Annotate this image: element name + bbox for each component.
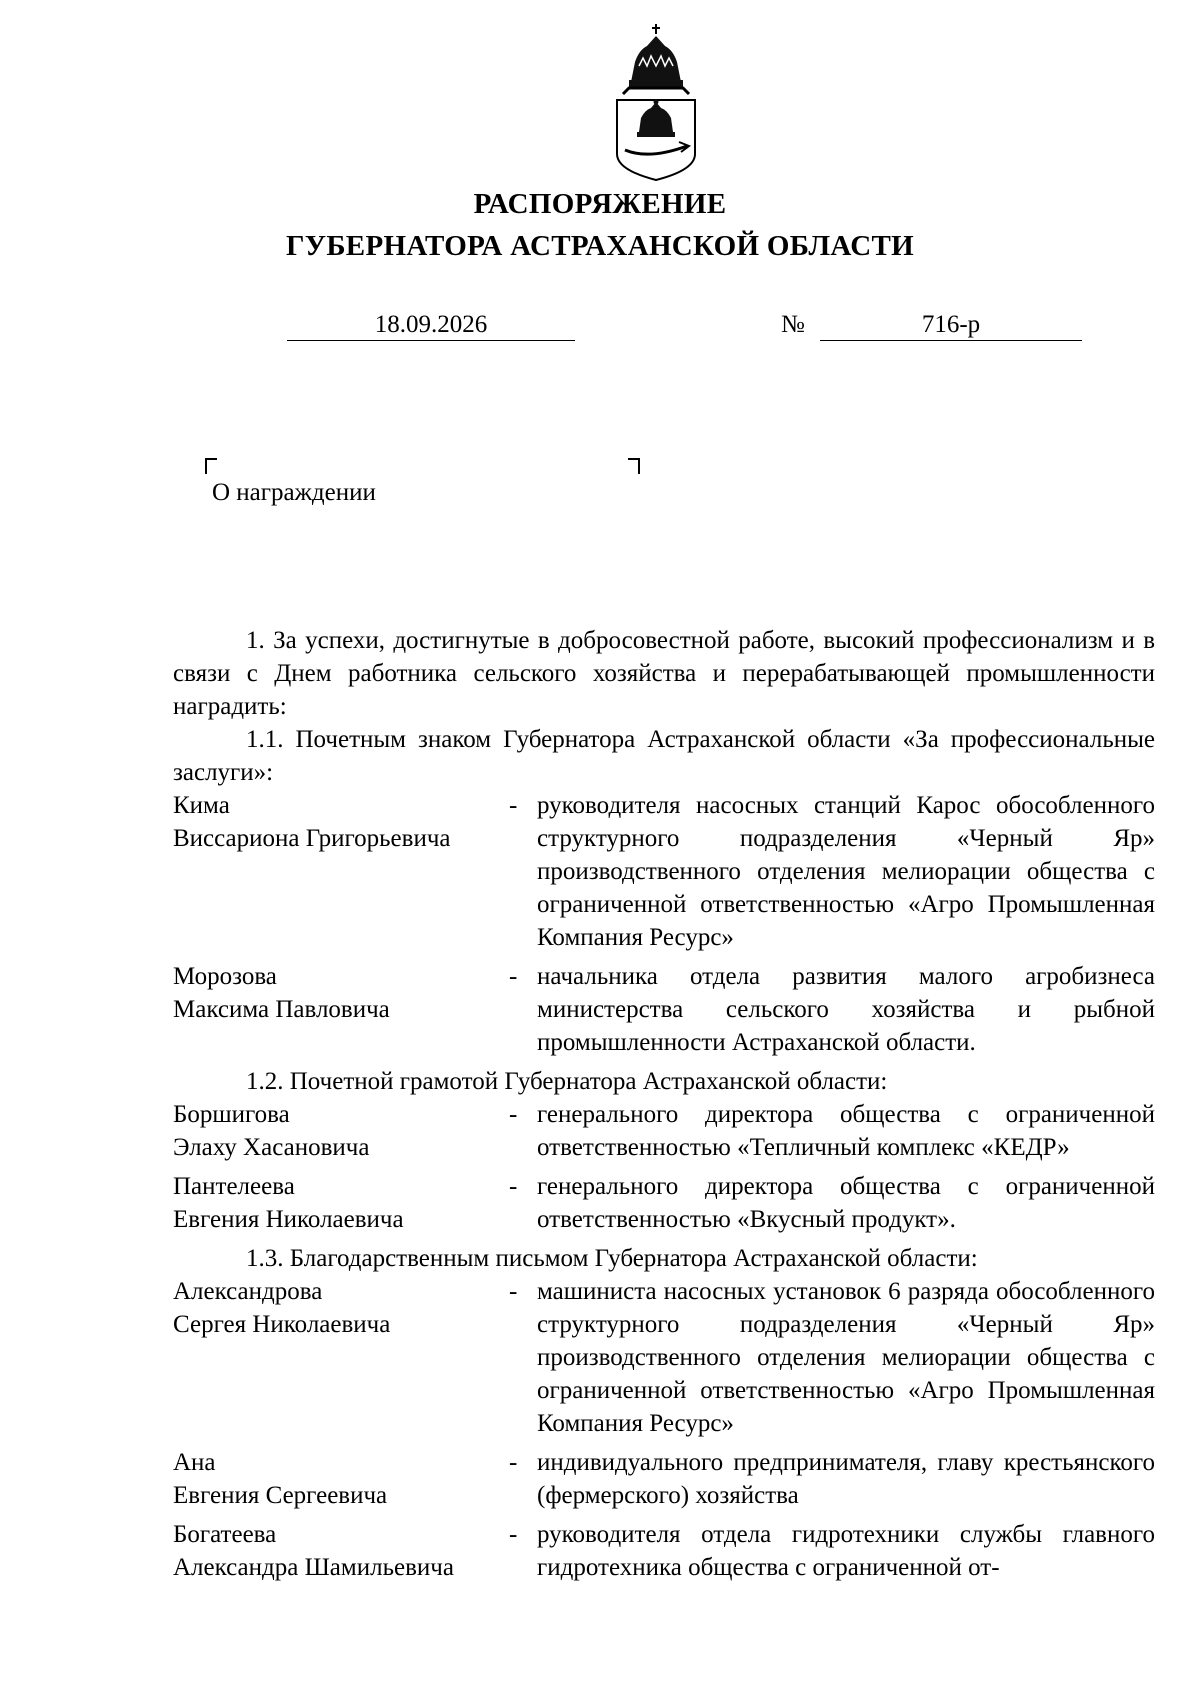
person-last-name: Морозова — [173, 963, 277, 990]
person-name — [173, 1098, 509, 1164]
intro-paragraph: 1. За успехи, достигнутые в добросовестной работе, высокий профессионализм и в связи с Днем работника сельского хозяйства и перерабатывающей промышленности наградить: — [173, 627, 1155, 720]
person-position: машиниста насосных установок 6 разряда обособленного структурного подразделения «Черный Яр» производственного отделения мелиорации общества с ограниченной ответственностью «Агро Промышленная Компания Ресурс» — [537, 1278, 1155, 1437]
award-entry — [173, 789, 1155, 954]
person-last-name: Богатеева — [173, 1521, 277, 1548]
award-entry — [173, 960, 1155, 1059]
person-first-name: Максима Павловича — [173, 996, 390, 1023]
person-name — [173, 1275, 509, 1440]
section-3-title: 1.3. Благодарственным письмом Губернатора Астраханской области: — [246, 1245, 978, 1272]
award-entry — [173, 1170, 1155, 1236]
person-first-name: Виссариона Григорьевича — [173, 825, 451, 852]
dash: - — [509, 1278, 518, 1305]
person-position: генерального директора общества с ограниченной ответственностью «Вкусный продукт». — [537, 1173, 1155, 1233]
award-entry — [173, 1518, 1155, 1584]
person-last-name: Александрова — [173, 1278, 323, 1305]
number-sign: № — [781, 311, 805, 338]
dash: - — [509, 1101, 518, 1128]
person-position: начальника отдела развития малого агробизнеса министерства сельского хозяйства и рыбной промышленности Астраханской области. — [537, 963, 1155, 1056]
person-name — [173, 789, 509, 954]
award-entry — [173, 1275, 1155, 1440]
document-subject: О награждении — [212, 479, 376, 506]
document-title: РАСПОРЯЖЕНИЕ — [473, 188, 727, 220]
person-last-name: Кима — [173, 792, 230, 819]
person-position: руководителя насосных станций Карос обособленного структурного подразделения «Черный Яр» производственного отделения мелиорации общества с ограниченной ответственностью «Агро Промышленная Компания Ресурс» — [537, 792, 1155, 951]
person-name — [173, 1446, 509, 1512]
person-first-name: Евгения Николаевича — [173, 1206, 404, 1233]
person-first-name: Александра Шамильевича — [173, 1554, 454, 1581]
dash: - — [509, 1521, 518, 1548]
document-body — [173, 624, 1155, 1590]
coat-of-arms-icon — [609, 22, 703, 182]
person-first-name: Евгения Сергеевича — [173, 1482, 388, 1509]
person-position: генерального директора общества с ограниченной ответственностью «Тепличный комплекс «КЕДР» — [537, 1101, 1155, 1161]
person-last-name: Боршигова — [173, 1101, 290, 1128]
dash: - — [509, 1173, 518, 1200]
award-entry — [173, 1446, 1155, 1512]
section-1-title: 1.1. Почетным знаком Губернатора Астраханской области «За профессиональные заслуги»: — [173, 726, 1155, 786]
document-number: 716-р — [820, 312, 1082, 341]
person-first-name: Элаху Хасановича — [173, 1134, 370, 1161]
award-entry — [173, 1098, 1155, 1164]
person-position: руководителя отдела гидротехники службы главного гидротехника общества с ограниченной от- — [537, 1521, 1155, 1581]
person-name — [173, 1170, 509, 1236]
section-2-title: 1.2. Почетной грамотой Губернатора Астраханской области: — [246, 1068, 888, 1095]
person-position: индивидуального предпринимателя, главу крестьянского (фермерского) хозяйства — [537, 1449, 1155, 1509]
person-last-name: Пантелеева — [173, 1173, 295, 1200]
dash: - — [509, 792, 518, 819]
dash: - — [509, 1449, 518, 1476]
person-name — [173, 960, 509, 1059]
person-last-name: Ана — [173, 1449, 216, 1476]
person-first-name: Сергея Николаевича — [173, 1311, 391, 1338]
dash: - — [509, 963, 518, 990]
subject-bracket-left — [205, 458, 217, 474]
document-authority: ГУБЕРНАТОРА АСТРАХАНСКОЙ ОБЛАСТИ — [286, 230, 914, 262]
person-name — [173, 1518, 509, 1584]
document-date: 18.09.2026 — [287, 312, 575, 341]
subject-bracket-right — [628, 458, 640, 474]
